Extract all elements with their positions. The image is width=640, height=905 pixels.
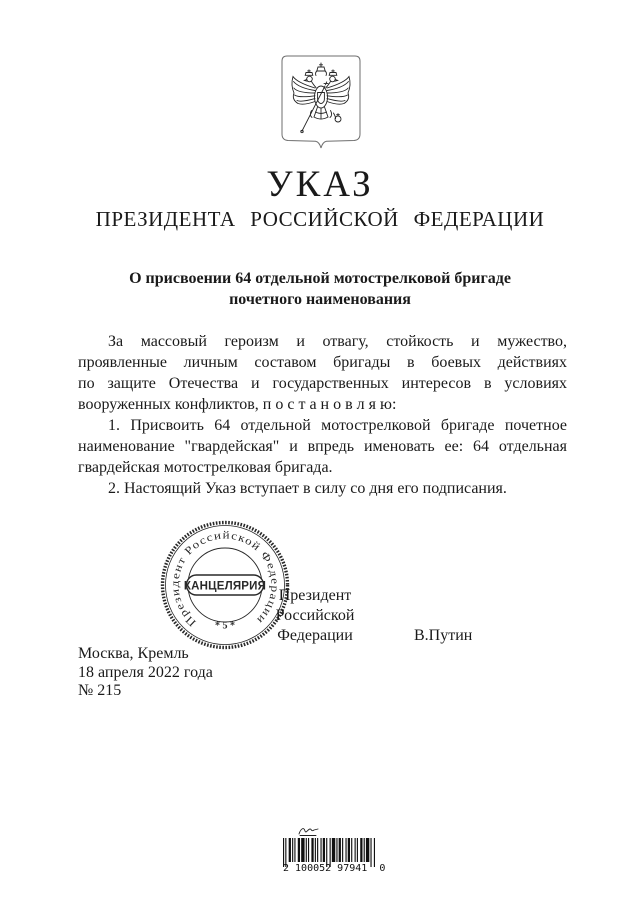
issue-details bbox=[78, 645, 213, 701]
stamp-bottom-text: * 5 * bbox=[215, 620, 235, 632]
body-line: гвардейская мотострелковая бригада. bbox=[78, 459, 333, 476]
barcode-digits: 2 100052 97941 0 bbox=[283, 863, 386, 874]
signer-title-line-1: Президент bbox=[278, 587, 352, 604]
document-type-title: УКАЗ bbox=[266, 164, 374, 205]
decree-subject bbox=[75, 268, 565, 310]
barcode-block bbox=[283, 826, 386, 880]
coat-of-arms-emblem bbox=[281, 55, 361, 157]
issuer-title: ПРЕЗИДЕНТА РОССИЙСКОЙ ФЕДЕРАЦИИ bbox=[95, 207, 545, 231]
body-line: 1. Присвоить 64 отдельной мотострелковой бригаде почетное bbox=[108, 417, 567, 434]
decree-number: № 215 bbox=[78, 682, 122, 699]
body-line: За массовый героизм и отвагу, стойкость и мужество, bbox=[108, 333, 567, 350]
body-line: вооруженных конфликтов, п о с т а н о в л я ю: bbox=[78, 396, 397, 413]
signer-title-line-2: Российской Федерации bbox=[275, 607, 355, 644]
handwritten-mark-icon bbox=[297, 826, 321, 837]
issue-date: 18 апреля 2022 года bbox=[78, 663, 213, 681]
body-line: наименование "гвардейская" и впредь именовать ее: 64 отдельная bbox=[78, 438, 567, 455]
signature-block bbox=[236, 586, 486, 646]
stamp-center-text: КАНЦЕЛЯРИЯ bbox=[183, 580, 267, 593]
body-line: проявленные личным составом бригады в боевых действиях bbox=[78, 354, 567, 371]
body-line: 2. Настоящий Указ вступает в силу со дня его подписания. bbox=[108, 480, 507, 497]
double-headed-eagle-icon bbox=[281, 55, 361, 157]
decree-body-text bbox=[78, 331, 567, 499]
signer-name: В.Путин bbox=[414, 627, 473, 644]
issue-place: Москва, Кремль bbox=[78, 645, 189, 662]
subject-line-1: О присвоении 64 отдельной мотострелковой бригаде bbox=[129, 270, 511, 287]
subject-line-2: почетного наименования bbox=[229, 291, 411, 308]
stamp-ring-text: Президент Российской Федерации bbox=[169, 529, 281, 629]
signer-title bbox=[236, 586, 394, 646]
body-line: по защите Отечества и государственных интересов в условиях bbox=[78, 375, 567, 392]
